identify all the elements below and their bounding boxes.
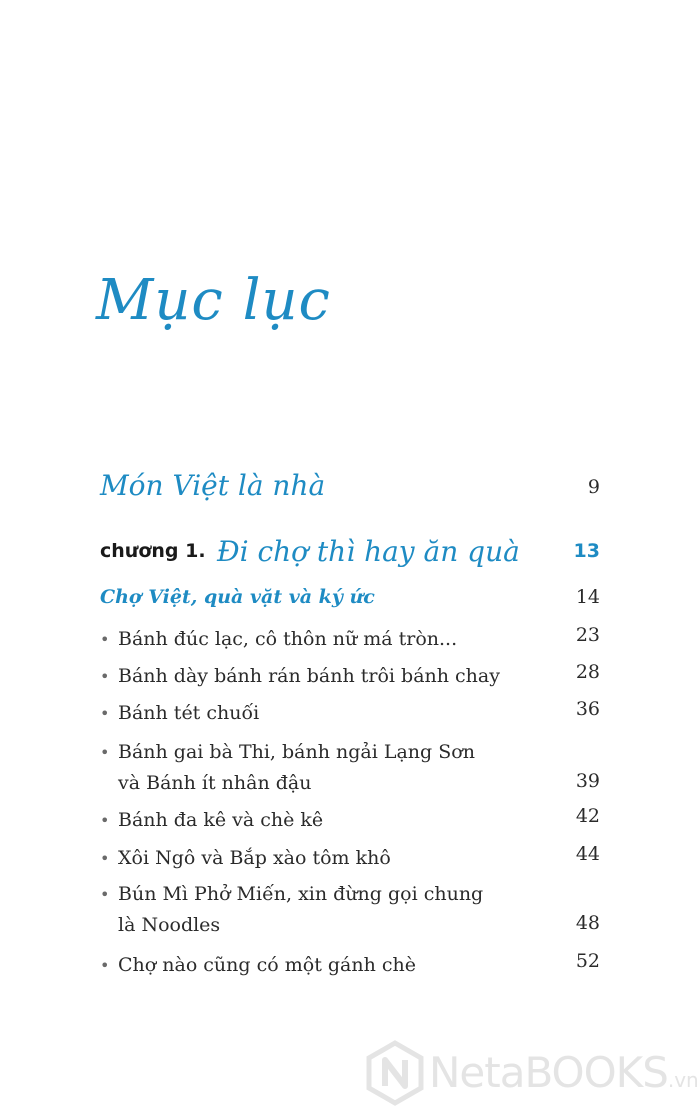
section-label: Chợ Việt, quà vặt và ký ức bbox=[100, 586, 375, 608]
toc-item[interactable] bbox=[100, 737, 600, 801]
toc-item-page-number: 48 bbox=[575, 912, 600, 934]
toc-item[interactable] bbox=[100, 661, 600, 692]
toc-item-text: Xôi Ngô và Bắp xào tôm khô bbox=[118, 847, 391, 869]
toc-item[interactable] bbox=[100, 698, 600, 729]
watermark bbox=[365, 1040, 699, 1110]
bullet-icon: • bbox=[100, 885, 110, 904]
toc-item-text-continued: và Bánh ít nhân đậu bbox=[118, 772, 312, 794]
toc-item-page-number: 42 bbox=[575, 805, 600, 827]
toc-item-page-number: 36 bbox=[575, 698, 600, 720]
bullet-icon: • bbox=[100, 630, 110, 649]
watermark-text bbox=[429, 1048, 699, 1097]
toc-item-text: Bánh tét chuối bbox=[118, 702, 260, 724]
toc-item-page-number: 52 bbox=[575, 950, 600, 972]
toc-item-page-number: 39 bbox=[575, 770, 600, 792]
chapter-name: Đi chợ thì hay ăn quà bbox=[217, 535, 520, 568]
toc-item[interactable] bbox=[100, 624, 600, 655]
toc-item[interactable] bbox=[100, 950, 600, 981]
toc-item-text: Bún Mì Phở Miến, xin đừng gọi chung bbox=[118, 883, 484, 905]
toc-item-page-number: 23 bbox=[575, 624, 600, 646]
toc-item[interactable] bbox=[100, 879, 600, 943]
chapter-page-number: 13 bbox=[573, 540, 600, 562]
intro-label: Món Việt là nhà bbox=[100, 469, 326, 502]
bullet-icon: • bbox=[100, 811, 110, 830]
bullet-icon: • bbox=[100, 743, 110, 762]
section-page-number: 14 bbox=[575, 586, 600, 608]
bullet-icon: • bbox=[100, 667, 110, 686]
chapter-prefix: chương 1. bbox=[100, 540, 206, 562]
toc-entry-intro[interactable] bbox=[100, 462, 600, 502]
watermark-tld: .vn bbox=[667, 1068, 699, 1092]
toc-entry-chapter-1[interactable] bbox=[100, 528, 600, 568]
intro-page-number: 9 bbox=[587, 476, 600, 498]
bullet-icon: • bbox=[100, 704, 110, 723]
toc-item-text: Bánh dày bánh rán bánh trôi bánh chay bbox=[118, 665, 500, 687]
toc-item-text: Chợ nào cũng có một gánh chè bbox=[118, 954, 416, 976]
netabooks-logo-icon bbox=[365, 1040, 425, 1106]
bullet-icon: • bbox=[100, 849, 110, 868]
toc-item[interactable] bbox=[100, 805, 600, 836]
toc-item-text: Bánh gai bà Thi, bánh ngải Lạng Sơn bbox=[118, 741, 475, 763]
toc-item-text: Bánh đúc lạc, cô thôn nữ má tròn... bbox=[118, 628, 458, 650]
toc-item-text: Bánh đa kê và chè kê bbox=[118, 809, 324, 831]
toc-item-page-number: 28 bbox=[575, 661, 600, 683]
page-title: Mục lục bbox=[96, 268, 331, 333]
bullet-icon: • bbox=[100, 956, 110, 975]
toc-entry-section[interactable] bbox=[100, 580, 600, 612]
watermark-brand: NetaBOOKS bbox=[429, 1048, 668, 1097]
toc-item-text-continued: là Noodles bbox=[118, 914, 221, 936]
toc-item-page-number: 44 bbox=[575, 843, 600, 865]
toc-item[interactable] bbox=[100, 843, 600, 874]
